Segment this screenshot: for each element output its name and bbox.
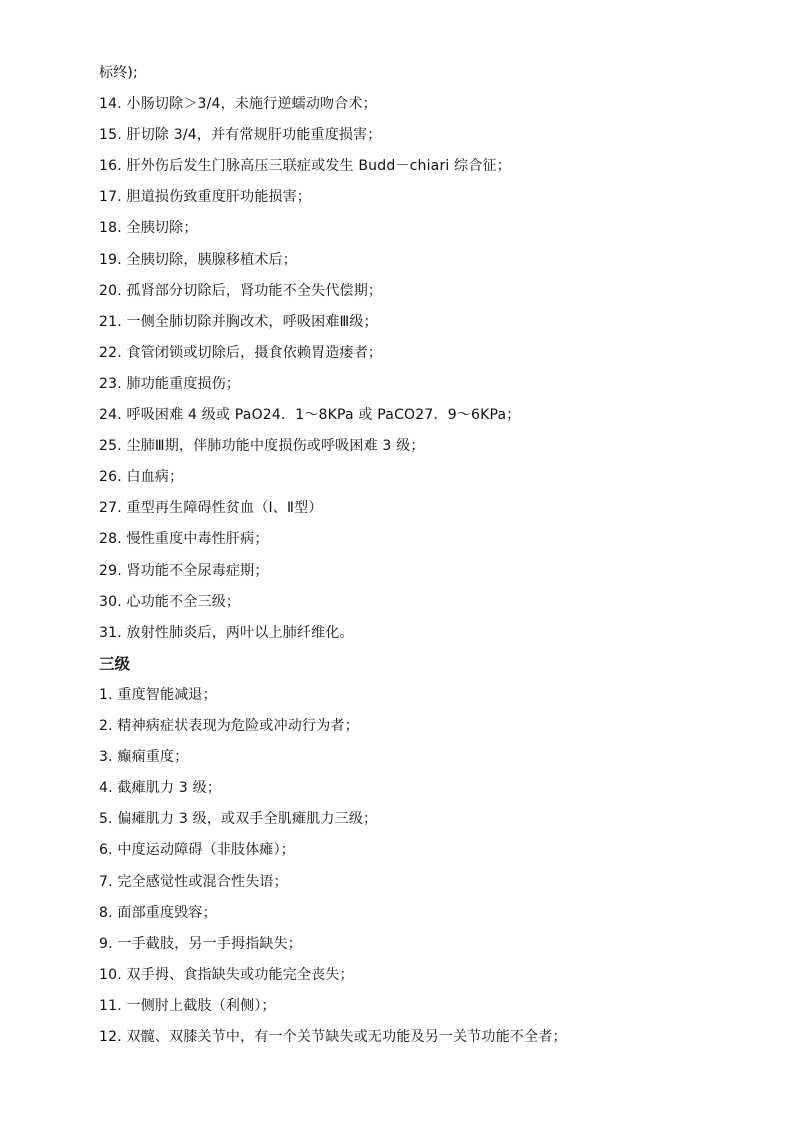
list-item: 12. 双髋、双膝关节中，有一个关节缺失或无功能及另一关节功能不全者； [99,1029,567,1045]
list-item: 27. 重型再生障碍性贫血（I、Ⅱ型） [99,500,323,517]
list-item: 5. 偏瘫肌力 3 级，或双手全肌瘫肌力三级； [99,811,378,828]
continuation-line: 标终); [99,65,138,81]
list-item: 8. 面部重度毁容； [99,904,217,921]
list-item: 6. 中度运动障碍（非肢体瘫）； [99,842,296,859]
list-item: 22. 食管闭锁或切除后，摄食依赖胃造瘘者； [99,344,383,361]
list-item: 20. 孤肾部分切除后，肾功能不全失代偿期； [99,282,383,299]
section-heading: 三级 [99,654,131,673]
list-item: 15. 肝切除 3/4，并有常规肝功能重度损害； [99,127,382,144]
list-item: 18. 全胰切除； [99,220,198,237]
list-item: 21. 一侧全肺切除并胸改术，呼吸困难Ⅲ级； [99,313,378,330]
list-item: 2. 精神病症状表现为危险或冲动行为者； [99,718,359,735]
list-item: 14. 小肠切除＞3/4，未施行逆蠕动吻合术； [99,96,377,113]
list-item: 31. 放射性肺炎后，两叶以上肺纤维化。 [99,624,354,641]
list-item: 30. 心功能不全三级； [99,593,241,610]
list-item: 7. 完全感觉性或混合性失语； [99,873,288,890]
list-item: 11. 一侧肘上截肢（利侧）； [99,997,276,1014]
list-item: 16. 肝外伤后发生门脉高压三联症或发生 Budd－chiari 综合征； [99,158,511,175]
list-item: 9. 一手截肢，另一手拇指缺失； [99,935,303,952]
list-item: 10. 双手拇、食指缺失或功能完全丧失； [99,966,354,983]
list-item: 29. 肾功能不全尿毒症期； [99,562,269,579]
list-item: 19. 全胰切除，胰腺移植术后； [99,251,297,268]
list-item: 25. 尘肺Ⅲ期，伴肺功能中度损伤或呼吸困难 3 级； [99,438,425,455]
list-item: 3. 癫痫重度； [99,749,189,766]
list-item: 28. 慢性重度中毒性肝病； [99,531,269,548]
list-item: 4. 截瘫肌力 3 级； [99,780,222,797]
list-item: 24. 呼吸困难 4 级或 PaO24．1～8KPa 或 PaCO27．9～6KPa； [99,407,521,424]
document-page [99,58,719,1053]
list-item: 1. 重度智能减退； [99,686,217,703]
list-item: 26. 白血病； [99,469,184,486]
list-item: 23. 肺功能重度损伤； [99,375,241,392]
list-item: 17. 胆道损伤致重度肝功能损害； [99,189,312,206]
